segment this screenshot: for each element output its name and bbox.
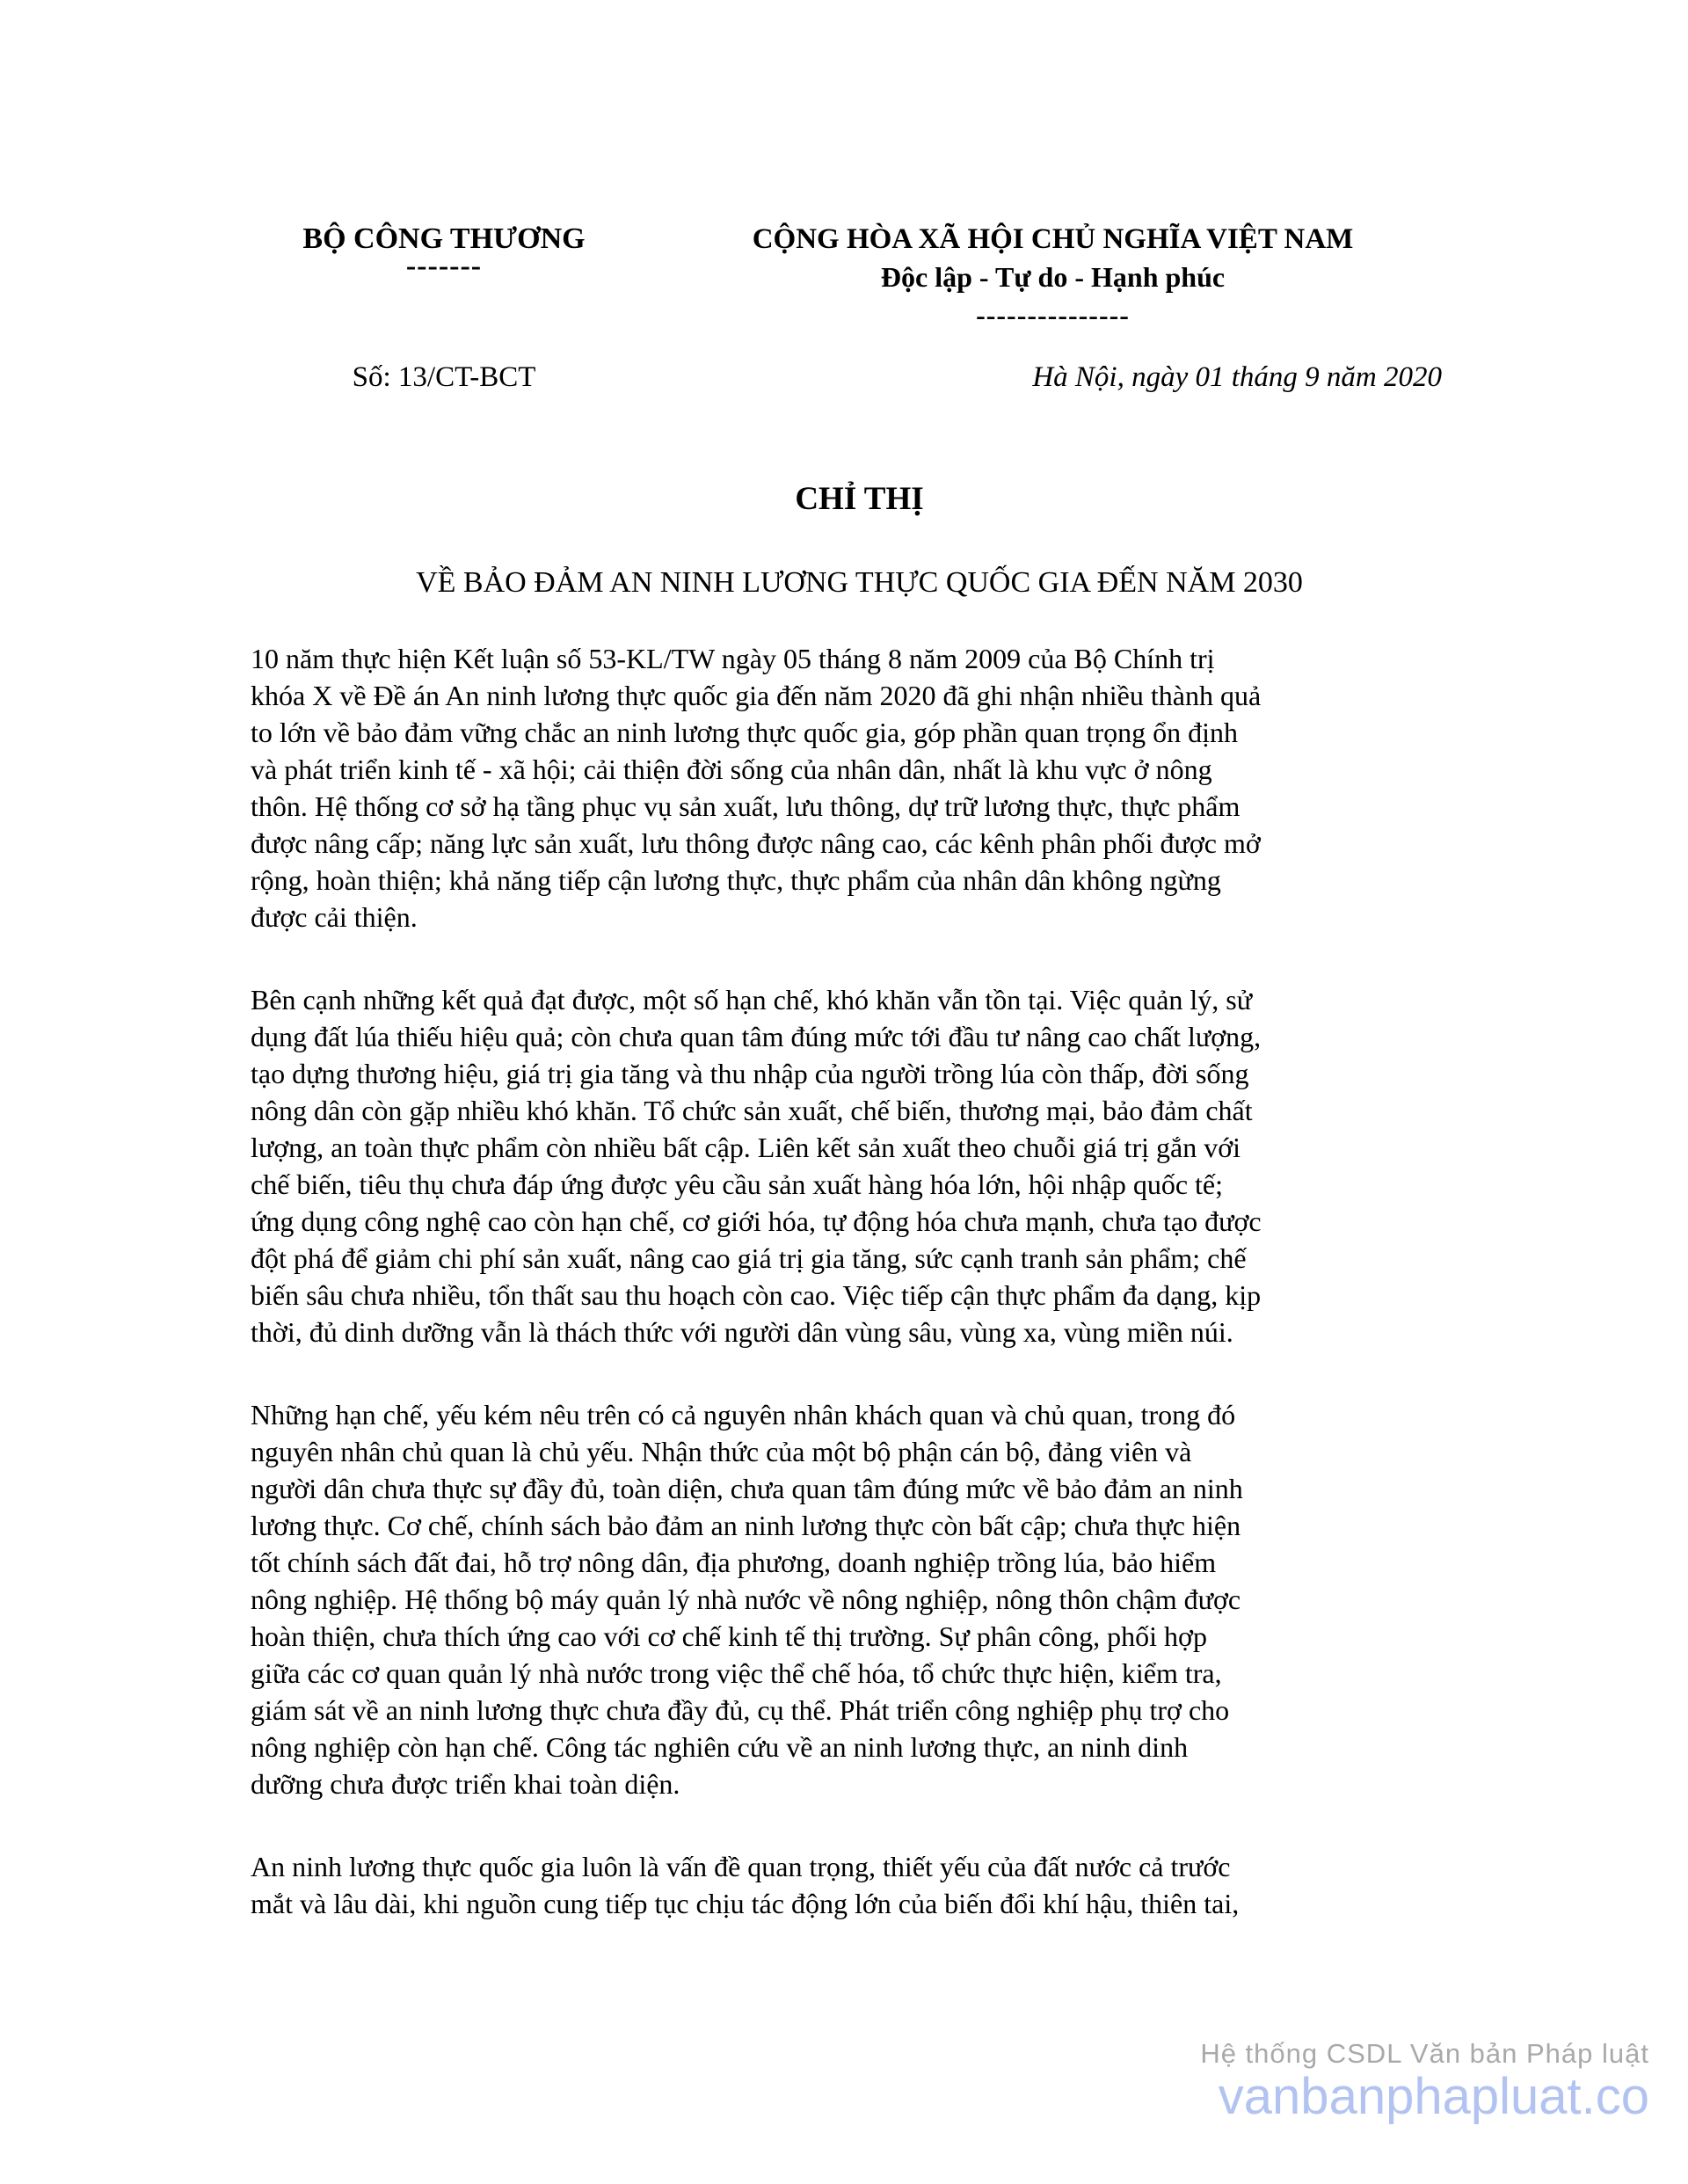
text-line: An ninh lương thực quốc gia luôn là vấn đề quan trọng, thiết yếu của đất nước cả trước [251, 1851, 1231, 1882]
text-line: Bên cạnh những kết quả đạt được, một số hạn chế, khó khăn vẫn tồn tại. Việc quản lý, sử [251, 984, 1253, 1016]
document-type-title: CHỈ THỊ [795, 481, 924, 517]
document-header [251, 222, 1468, 332]
body-paragraph [251, 1848, 1468, 1922]
body-paragraph [251, 1396, 1468, 1802]
document-subject-title: VỀ BẢO ĐẢM AN NINH LƯƠNG THỰC QUỐC GIA ĐẾN NĂM 2030 [416, 566, 1303, 599]
text-line: Những hạn chế, yếu kém nêu trên có cả nguyên nhân khách quan và chủ quan, trong đó [251, 1399, 1236, 1431]
document-meta-row [251, 359, 1468, 396]
document-page [251, 0, 1468, 1968]
text-line: dưỡng chưa được triển khai toàn diện. [251, 1768, 680, 1800]
text-line: hoàn thiện, chưa thích ứng cao với cơ chế kinh tế thị trường. Sự phân công, phối hợp [251, 1620, 1207, 1652]
issuing-org-divider: ------- [405, 250, 483, 282]
text-line: đột phá để giảm chi phí sản xuất, nâng cao giá trị gia tăng, sức cạnh tranh sản phẩm; chế [251, 1242, 1247, 1274]
text-line: tạo dựng thương hiệu, giá trị gia tăng và thu nhập của người trồng lúa còn thấp, đời sống [251, 1058, 1249, 1089]
text-line: người dân chưa thực sự đầy đủ, toàn diện, chưa quan tâm đúng mức về bảo đảm an ninh [251, 1473, 1243, 1504]
national-motto-divider: --------------- [976, 299, 1130, 331]
watermark-site-name: vanbanphapluat.co [1218, 2068, 1649, 2125]
issuing-org-block [251, 222, 637, 332]
document-number: Số: 13/CT-BCT [352, 361, 536, 393]
text-line: chế biến, tiêu thụ chưa đáp ứng được yêu cầu sản xuất hàng hóa lớn, hội nhập quốc tế; [251, 1168, 1223, 1200]
text-line: tốt chính sách đất đai, hỗ trợ nông dân, địa phương, doanh nghiệp trồng lúa, bảo hiểm [251, 1547, 1217, 1578]
text-line: nông dân còn gặp nhiều khó khăn. Tổ chức sản xuất, chế biến, thương mại, bảo đảm chất [251, 1095, 1253, 1126]
text-line: được cải thiện. [251, 901, 418, 933]
text-line: giữa các cơ quan quản lý nhà nước trong việc thể chế hóa, tổ chức thực hiện, kiểm tra, [251, 1657, 1222, 1689]
text-line: mắt và lâu dài, khi nguồn cung tiếp tục chịu tác động lớn của biến đổi khí hậu, thiên tai, [251, 1888, 1240, 1919]
text-line: 10 năm thực hiện Kết luận số 53-KL/TW ngày 05 tháng 8 năm 2009 của Bộ Chính trị [251, 643, 1215, 674]
place-and-date: Hà Nội, ngày 01 tháng 9 năm 2020 [1032, 361, 1442, 393]
watermark [1200, 2038, 1649, 2124]
text-line: và phát triển kinh tế - xã hội; cải thiện đời sống của nhân dân, nhất là khu vực ở nông [251, 753, 1212, 785]
text-line: nông nghiệp. Hệ thống bộ máy quản lý nhà nước về nông nghiệp, nông thôn chậm được [251, 1583, 1241, 1615]
text-line: thôn. Hệ thống cơ sở hạ tầng phục vụ sản xuất, lưu thông, dự trữ lương thực, thực phẩm [251, 790, 1241, 822]
body-paragraph [251, 981, 1468, 1350]
text-line: rộng, hoàn thiện; khả năng tiếp cận lương thực, thực phẩm của nhân dân không ngừng [251, 864, 1221, 896]
text-line: to lớn về bảo đảm vững chắc an ninh lương thực quốc gia, góp phần quan trọng ổn định [251, 717, 1238, 748]
text-line: thời, đủ dinh dưỡng vẫn là thách thức với người dân vùng sâu, vùng xa, vùng miền núi. [251, 1316, 1233, 1348]
text-line: được nâng cấp; năng lực sản xuất, lưu thông được nâng cao, các kênh phân phối được mở [251, 827, 1261, 859]
watermark-source-label: Hệ thống CSDL Văn bản Pháp luật [1200, 2038, 1649, 2069]
document-body [251, 640, 1468, 1922]
national-motto-block [637, 222, 1468, 332]
body-paragraph [251, 640, 1468, 935]
text-line: dụng đất lúa thiếu hiệu quả; còn chưa quan tâm đúng mức tới đầu tư nâng cao chất lượng, [251, 1021, 1262, 1052]
text-line: nguyên nhân chủ quan là chủ yếu. Nhận thức của một bộ phận cán bộ, đảng viên và [251, 1436, 1192, 1467]
text-line: lượng, an toàn thực phẩm còn nhiều bất cập. Liên kết sản xuất theo chuỗi giá trị gắn với [251, 1132, 1241, 1163]
national-title: CỘNG HÒA XÃ HỘI CHỦ NGHĨA VIỆT NAM [752, 223, 1354, 255]
national-motto: Độc lập - Tự do - Hạnh phúc [880, 261, 1226, 293]
issuing-org-name: BỘ CÔNG THƯƠNG [302, 222, 586, 255]
text-line: lương thực. Cơ chế, chính sách bảo đảm an ninh lương thực còn bất cập; chưa thực hiện [251, 1510, 1241, 1541]
text-line: khóa X về Đề án An ninh lương thực quốc gia đến năm 2020 đã ghi nhận nhiều thành quả [251, 680, 1262, 711]
text-line: nông nghiệp còn hạn chế. Công tác nghiên cứu về an ninh lương thực, an ninh dinh [251, 1731, 1189, 1763]
text-line: ứng dụng công nghệ cao còn hạn chế, cơ giới hóa, tự động hóa chưa mạnh, chưa tạo được [251, 1205, 1262, 1237]
text-line: biến sâu chưa nhiều, tổn thất sau thu hoạch còn cao. Việc tiếp cận thực phẩm đa dạng, kịp [251, 1279, 1262, 1311]
text-line: giám sát về an ninh lương thực chưa đầy đủ, cụ thể. Phát triển công nghiệp phụ trợ cho [251, 1694, 1230, 1726]
